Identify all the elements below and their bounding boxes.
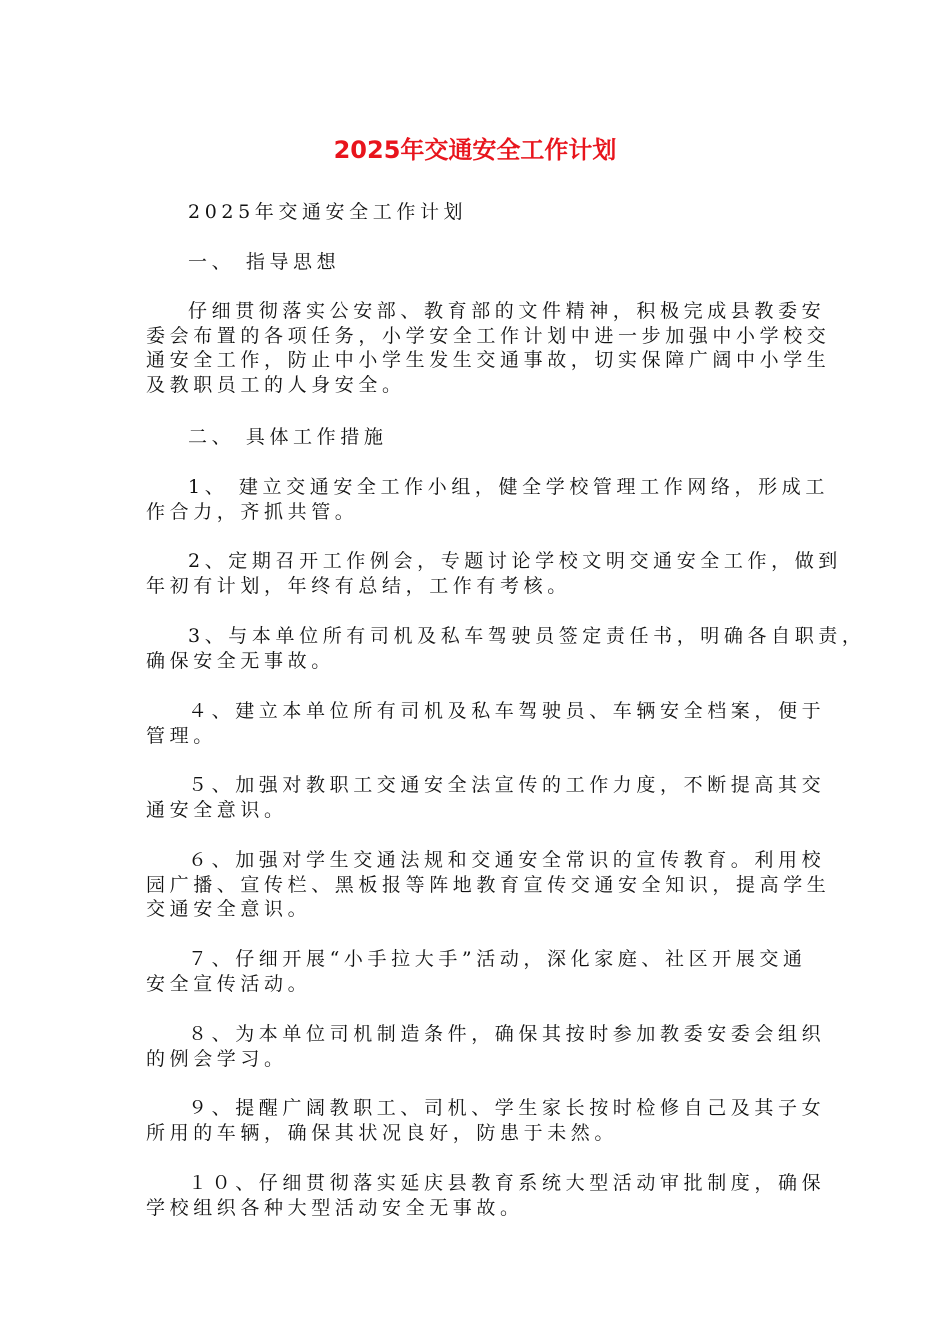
section-heading: 一、 指导思想: [188, 251, 341, 273]
item-line: 管理。: [146, 724, 217, 747]
item-line: ５、加强对教职工交通安全法宣传的工作力度，不断提高其交: [188, 774, 826, 796]
paragraph-line: 委会布置的各项任务，小学安全工作计划中进一步加强中小学校交: [146, 324, 831, 347]
item-line: 学校组织各种大型活动安全无事故。: [146, 1196, 524, 1219]
item-line: 通安全意识。: [146, 798, 288, 821]
list-item: [146, 773, 826, 822]
item-line: ８、为本单位司机制造条件，确保其按时参加教委安委会组织: [188, 1023, 826, 1045]
section2-heading: [146, 425, 818, 450]
list-item: [146, 1096, 826, 1145]
document-subtitle: [146, 200, 818, 225]
section-heading: 二、 具体工作措施: [188, 426, 388, 448]
item-line: 的例会学习。: [146, 1047, 288, 1070]
section1-paragraph: [146, 299, 831, 397]
list-item: [146, 475, 829, 524]
item-line: ９、提醒广阔教职工、司机、学生家长按时检修自己及其子女: [188, 1097, 826, 1119]
item-line: 园广播、宣传栏、黑板报等阵地教育宣传交通安全知识，提高学生: [146, 873, 831, 896]
item-line: ７、仔细开展“小手拉大手”活动，深化家庭、社区开展交通: [188, 948, 807, 970]
item-line: ４、建立本单位所有司机及私车驾驶员、车辆安全档案，便于: [188, 700, 826, 722]
paragraph-line: 通安全工作，防止中小学生发生交通事故，切实保障广阔中小学生: [146, 349, 831, 371]
list-item: [146, 699, 826, 748]
list-item: [146, 947, 818, 996]
item-line: １０、仔细贯彻落实延庆县教育系统大型活动审批制度，确保: [188, 1172, 826, 1194]
item-line: 作合力，齐抓共管。: [146, 500, 359, 523]
paragraph-line: 及教职员工的人身安全。: [146, 373, 406, 396]
list-item: [146, 549, 842, 598]
paragraph-line: 仔细贯彻落实公安部、教育部的文件精神，积极完成县教委安: [188, 300, 826, 322]
item-line: 交通安全意识。: [146, 898, 312, 920]
item-line: 确保安全无事故。: [146, 649, 335, 672]
list-item: [146, 848, 831, 922]
list-item: [146, 1171, 826, 1220]
section1-heading: [146, 250, 818, 275]
item-line: 所用的车辆，确保其状况良好，防患于未然。: [146, 1121, 619, 1144]
list-item: [146, 1022, 826, 1071]
item-line: 年初有计划，年终有总结，工作有考核。: [146, 574, 571, 597]
list-item: [146, 624, 866, 673]
item-line: 1、 建立交通安全工作小组，健全学校管理工作网络，形成工: [188, 476, 829, 498]
item-line: 安全宣传活动。: [146, 972, 312, 995]
item-line: 3、与本单位所有司机及私车驾驶员签定责任书，明确各自职责，: [188, 625, 866, 647]
item-line: 2、定期召开工作例会，专题讨论学校文明交通安全工作，做到: [188, 550, 842, 572]
subtitle-line: 2025年交通安全工作计划: [188, 201, 468, 223]
item-line: ６、加强对学生交通法规和交通安全常识的宣传教育。利用校: [188, 849, 826, 871]
document-title: 2025年交通安全工作计划: [333, 136, 617, 164]
